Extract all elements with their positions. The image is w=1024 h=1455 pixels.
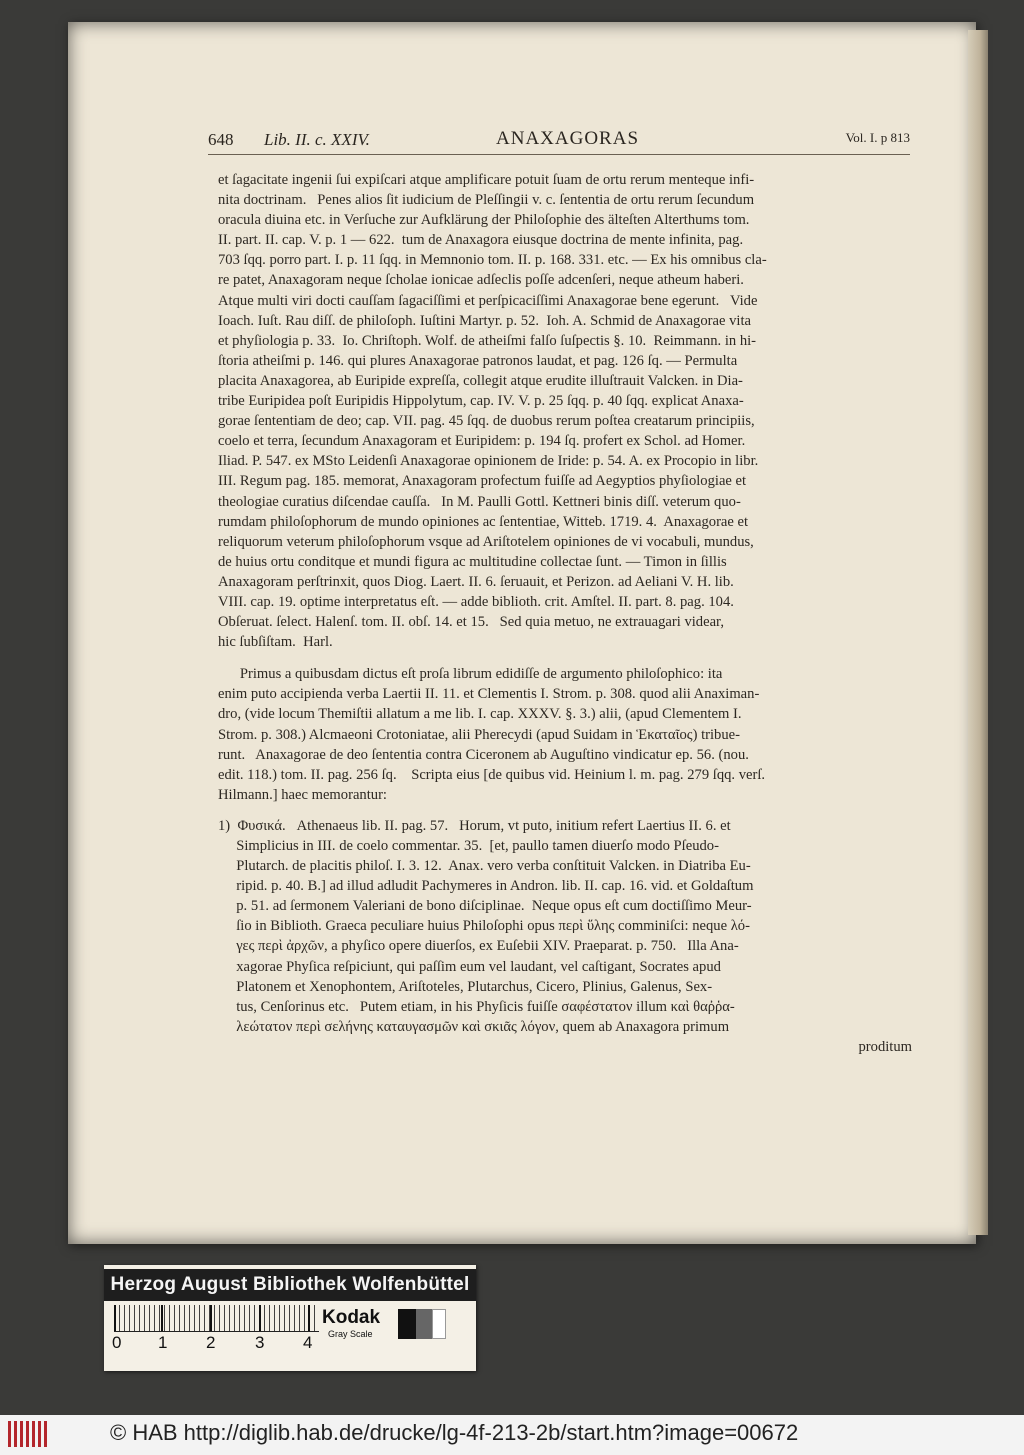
body-paragraph-1: et ſagacitate ingenii ſui expiſcari atque amplificare potuit ſuam de ortu rerum menteque infi- nita doctrinam. Penes alios ſit iudicium de Pleſſingii v. c. ſententia de ortu rerum ſecundum oracula diuina etc. in Verſuche zur Aufklärung der Philoſophie des älteſten Alterthums tom. II. part. II. cap. V. p. 1 — 622. tum de Anaxagora eiusque doctrina de mente infinita, pag. 703 ſqq. porro part. I. p. 11 ſqq. in Memnonio tom. II. p. 168. 331. etc. — Ex his omnibus cla- re patet, Anaxagoram neque ſcholae ionicae adſeclis poſſe adcenſeri, neque atheum haberi. Atque multi viri docti cauſſam ſagaciſſimi et perſpicaciſſimi Anaxagorae bene egerunt. Vide Ioach. Iuſt. Rau diſſ. de philoſoph. Iuſtini Martyr. p. 52. Ioh. A. Schmid de Anaxagorae vita et phyſiologia p. 33. Io. Chriſtoph. Wolf. de atheiſmi falſo ſuſpectis §. 10. Reimmann. in hi- ſtoria atheiſmi p. 146. qui plures Anaxagorae patronos laudat, et pag. 126 ſq. — Permulta placita Anaxagorea, ab Euripide expreſſa, collegit atque erudite illuſtrauit Valcken. in Dia- tribe Euripidea poſt Euripidis Hippolytum, cap. IV. V. p. 25 ſqq. p. 40 ſqq. explicat Anaxa- gorae ſententiam de deo; cap. VII. pag. 45 ſqq. de duobus rerum poſtea creatarum principiis, coelo et terra, ſecundum Anaxagoram et Euripidem: p. 194 ſq. profert ex Schol. ad Homer. Iliad. P. 547. ex MSto Leidenſi Anaxagorae opinionem de Iride: p. 54. A. ex Procopio in libr. III. Regum pag. 185. memorat, Anaxagoram profectum fuiſſe ad Aegyptios phyſiologiae et theologiae curatius diſcendae cauſſa. In M. Paulli Gottl. Kettneri binis diſſ. veterum quo- rumdam philoſophorum de mundo opiniones ac ſententiae, Witteb. 1719. 4. Anaxagorae et reliquorum veterum philoſophorum vsque ad Ariſtotelem opiniones de vi vocabuli, mundus, de huius ortu conditque et mundi figura ac multitudine collectae ſunt. — Timon in ſillis Anaxagoram perſtrinxit, quos Diog. Laert. II. 6. ſeruauit, et Perizon. ad Aeliani V. H. lib. VIII. cap. 19. optime interpretatus eſt. — adde biblioth. crit. Amſtel. II. part. 8. pag. 104. Obſeruat. ſelect. Halenſ. tom. II. obſ. 14. et 15. Sed quia metuo, ne extrauagari videar, hic ſubſiſtam. Harl. (218, 172, 767, 651)
ruler-number: 0 (112, 1333, 122, 1352)
body-paragraph-3: 1) Φυσικά. Athenaeus lib. II. pag. 57. Horum, vt puto, initium refert Laertius II. 6. et Simplicius in III. de coelo commentar. 35. [et, paullo tamen diuerſo modo Pſeudo- Plutarch. de placitis philoſ. I. 3. 12. Anax. vero verba conſtituit Valcken. in Diatriba Eu- ripid. p. 40. B.] ad illud adludit Pachymeres in Andron. lib. II. cap. 16. vid. et Goldaſtum p. 51. ad ſermonem Valeriani de bono diſciplinae. Neque opus eſt cum doctiſſimo Meur- ſio in Biblioth. Graeca peculiare huius Philoſophi opus περὶ ὕλης comminiſci: neque λό- γες περὶ ἀρχῶν, a phyſico opere diuerſos, ex Euſebii XIV. Praeparat. p. 750. Illa Ana- xagorae Phyſica reſpiciunt, qui paſſim eum vel laudant, vel caſtigant, Socrates apud Platonem et Xenophontem, Ariſtoteles, Plutarchus, Cicero, Plinius, Galenus, Sex- tus, Cenſorinus etc. Putem etiam, in his Phyſicis fuiſſe σαφέστατον illum καὶ θαῤῥα- λεώτατον περὶ σελήνης καταυγασμῶν καὶ σκιᾶς λόγον, quem ab Anaxagora primum (218, 817, 754, 1035)
kodak-logo: Kodak (322, 1307, 381, 1328)
page-header (208, 130, 910, 156)
ruler-major-tick (259, 1305, 261, 1331)
gray-chip-mid (416, 1309, 432, 1339)
volume-reference: Vol. I. p 813 (845, 130, 910, 145)
ruler-ticks (114, 1305, 319, 1331)
page-fold (968, 30, 988, 1235)
measurement-ruler (114, 1305, 319, 1332)
ruler-number: 3 (255, 1333, 265, 1352)
ruler-major-tick (308, 1305, 310, 1331)
gray-scale-label: Gray Scale (328, 1329, 373, 1339)
catchword: proditum (858, 1038, 912, 1055)
body-paragraph-2: Primus a quibusdam dictus eſt proſa librum edidiſſe de argumento philoſophico: ita enim puto accipienda verba Laertii II. 11. et Clementis I. Strom. p. 308. quod alii Anaximan- dro, (vide locum Themiſtii allatum a me lib. I. cap. XXXV. §. 3.) alii, (apud Clementem I. Strom. p. 308.) Alcmaeoni Crotoniatae, alii Pherecydi (apud Suidam in Ἑκαταῖος) tribue- runt. Anaxagorae de deo ſententia contra Ciceronem ab Auguſtino vindicatur ep. 56. (nou. edit. 118.) tom. II. pag. 256 ſq. Scripta eius [de quibus vid. Heinium l. m. pag. 279 ſqq. verſ. Hilmann.] haec memorantur: (218, 666, 766, 803)
footer-bar (0, 1415, 1024, 1455)
running-title: ANAXAGORAS (496, 128, 640, 149)
ruler-number: 2 (206, 1333, 216, 1352)
header-rule (208, 154, 910, 155)
ruler-major-tick (114, 1305, 116, 1331)
ruler-major-tick (210, 1305, 212, 1331)
color-calibration-strip (104, 1265, 476, 1371)
ruler-number: 4 (303, 1333, 313, 1352)
page-body (218, 170, 912, 1057)
hab-logo-icon (8, 1421, 48, 1447)
library-name: Herzog August Bibliothek Wolfenbüttel (104, 1269, 476, 1301)
ruler-number: 1 (158, 1333, 168, 1352)
ruler-major-tick (161, 1305, 163, 1331)
gray-chip-black (398, 1309, 416, 1339)
footer-credit-link[interactable]: © HAB http://diglib.hab.de/drucke/lg-4f-213-2b/start.htm?image=00672 (110, 1420, 799, 1445)
page-number: 648 (208, 130, 234, 149)
gray-chip-white (432, 1309, 446, 1339)
running-reference: Lib. II. c. XXIV. (264, 130, 370, 149)
